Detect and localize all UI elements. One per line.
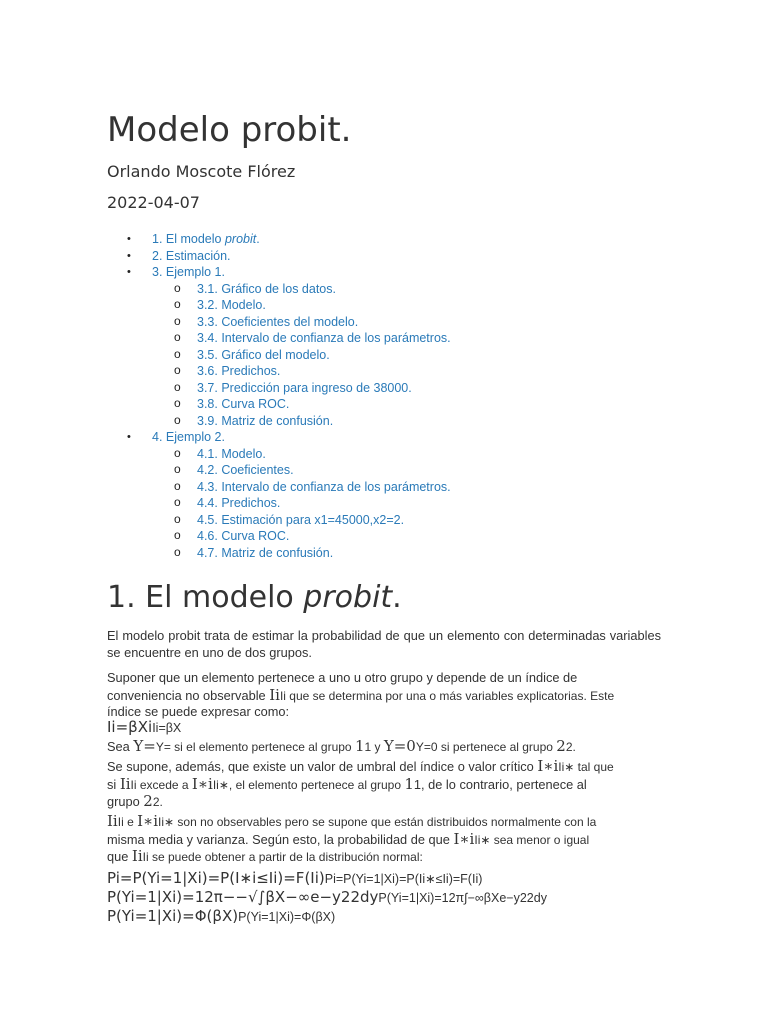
- toc-subitem: [107, 512, 661, 529]
- toc-subitem: [107, 413, 661, 430]
- toc-subitem: [107, 446, 661, 463]
- paragraph-intro: El modelo probit trata de estimar la probabilidad de que un elemento con determinadas variables se encuentre en uno de dos grupos.: [107, 628, 661, 660]
- toc-link[interactable]: 3.6. Predichos.: [197, 364, 281, 378]
- toc-subitem: [107, 462, 661, 479]
- document-date: 2022-04-07: [107, 193, 200, 212]
- circle-bullet-icon: o: [174, 495, 181, 509]
- bullet-icon: •: [127, 249, 131, 262]
- circle-bullet-icon: o: [174, 297, 181, 311]
- equation-index: Ii=βXiIi=βX: [107, 718, 182, 736]
- toc-link[interactable]: 4.2. Coeficientes.: [197, 463, 294, 477]
- bullet-icon: •: [127, 233, 131, 245]
- circle-bullet-icon: o: [174, 363, 181, 377]
- bullet-icon: •: [127, 266, 131, 278]
- paragraph-groups: Sea Y=Y= si el elemento pertenece al grupo 11 y Y=0Y=0 si pertenece al grupo 22.: [107, 737, 576, 755]
- toc-subitem: [107, 281, 661, 298]
- circle-bullet-icon: o: [174, 346, 181, 361]
- paragraph-index: Suponer que un elemento pertenece a uno u otro grupo y depende de un índice de conveniencia no observable IiIi que se determina por una o más variables explicatorias. Este índice se puede expresar como:: [107, 670, 615, 719]
- toc-link[interactable]: 3.2. Modelo.: [197, 298, 266, 312]
- circle-bullet-icon: o: [174, 412, 181, 427]
- toc-subitem: [107, 380, 661, 397]
- circle-bullet-icon: o: [174, 544, 181, 559]
- toc-item: [107, 264, 661, 281]
- toc-subitem: [107, 528, 661, 545]
- toc-link[interactable]: 3.3. Coeficientes del modelo.: [197, 314, 359, 329]
- toc-item: [107, 429, 661, 446]
- toc-link[interactable]: 4. Ejemplo 2.: [152, 430, 225, 444]
- toc-subitem: [107, 314, 661, 331]
- circle-bullet-icon: o: [174, 330, 181, 344]
- circle-bullet-icon: o: [174, 445, 181, 460]
- toc-link[interactable]: 4.6. Curva ROC.: [197, 529, 290, 543]
- toc-subitem: [107, 479, 661, 496]
- toc-subitem: [107, 330, 661, 347]
- toc-link[interactable]: 4.3. Intervalo de confianza de los parámetros.: [197, 479, 451, 494]
- toc-link[interactable]: 4.5. Estimación para x1=45000,x2=2.: [197, 512, 405, 527]
- circle-bullet-icon: o: [174, 462, 181, 476]
- equation-probability: Pi=P(Yi=1|Xi)=P(I∗i≤Ii)=F(Ii)Pi=P(Yi=1|Xi)=P(Ii∗≤Ii)=F(Ii): [107, 869, 483, 887]
- toc-link[interactable]: 4.1. Modelo.: [197, 446, 266, 461]
- toc-link[interactable]: 2. Estimación.: [152, 248, 231, 263]
- toc-subitem: [107, 297, 661, 314]
- toc-link[interactable]: 3.9. Matriz de confusión.: [197, 413, 334, 428]
- toc-link[interactable]: 3.8. Curva ROC.: [197, 397, 290, 411]
- toc-link[interactable]: 3.4. Intervalo de confianza de los parámetros.: [197, 331, 451, 345]
- toc-subitem: [107, 495, 661, 512]
- circle-bullet-icon: o: [174, 379, 181, 394]
- toc-subitem: [107, 545, 661, 562]
- table-of-contents: [107, 231, 661, 561]
- circle-bullet-icon: o: [174, 528, 181, 542]
- paragraph-threshold: Se supone, además, que existe un valor de umbral del índice o valor crítico I∗iIi∗ tal que si IiIi excede a I∗iIi∗, el elemento pertenece al grupo 11, de lo contrario, pertenece al grupo 22.: [107, 757, 614, 810]
- toc-link[interactable]: 4.7. Matriz de confusión.: [197, 545, 334, 560]
- document-author: Orlando Moscote Flórez: [107, 162, 296, 181]
- circle-bullet-icon: o: [174, 396, 181, 410]
- toc-subitem: [107, 363, 661, 380]
- toc-link[interactable]: 1. El modelo probit.: [152, 232, 260, 246]
- toc-item: [107, 231, 661, 248]
- equation-phi: P(Yi=1|Xi)=Φ(βX)P(Yi=1|Xi)=Φ(βX): [107, 907, 336, 925]
- section-heading: 1. El modelo probit.: [107, 580, 402, 615]
- toc-subitem: [107, 347, 661, 364]
- circle-bullet-icon: o: [174, 313, 181, 328]
- toc-subitem: [107, 396, 661, 413]
- paragraph-normal: IiIi e I∗iIi∗ son no observables pero se supone que están distribuidos normalmente con la misma media y varianza. Según esto, la probabilidad de que I∗iIi∗ sea menor o igual que IiIi se puede obtener a partir de la distribución normal:: [107, 812, 597, 865]
- toc-link[interactable]: 3.7. Predicción para ingreso de 38000.: [197, 380, 412, 395]
- toc-link[interactable]: 4.4. Predichos.: [197, 496, 281, 510]
- equation-integral: P(Yi=1|Xi)=12π−−√∫βX−∞e−y22dyP(Yi=1|Xi)=12π∫−∞βXe−y22dy: [107, 888, 547, 906]
- toc-item: [107, 248, 661, 265]
- toc-link[interactable]: 3.5. Gráfico del modelo.: [197, 347, 330, 362]
- toc-link[interactable]: 3. Ejemplo 1.: [152, 265, 225, 279]
- toc-link[interactable]: 3.1. Gráfico de los datos.: [197, 281, 336, 296]
- circle-bullet-icon: o: [174, 478, 181, 493]
- circle-bullet-icon: o: [174, 511, 181, 526]
- document-title: Modelo probit.: [107, 110, 352, 150]
- bullet-icon: •: [127, 431, 131, 443]
- circle-bullet-icon: o: [174, 280, 181, 295]
